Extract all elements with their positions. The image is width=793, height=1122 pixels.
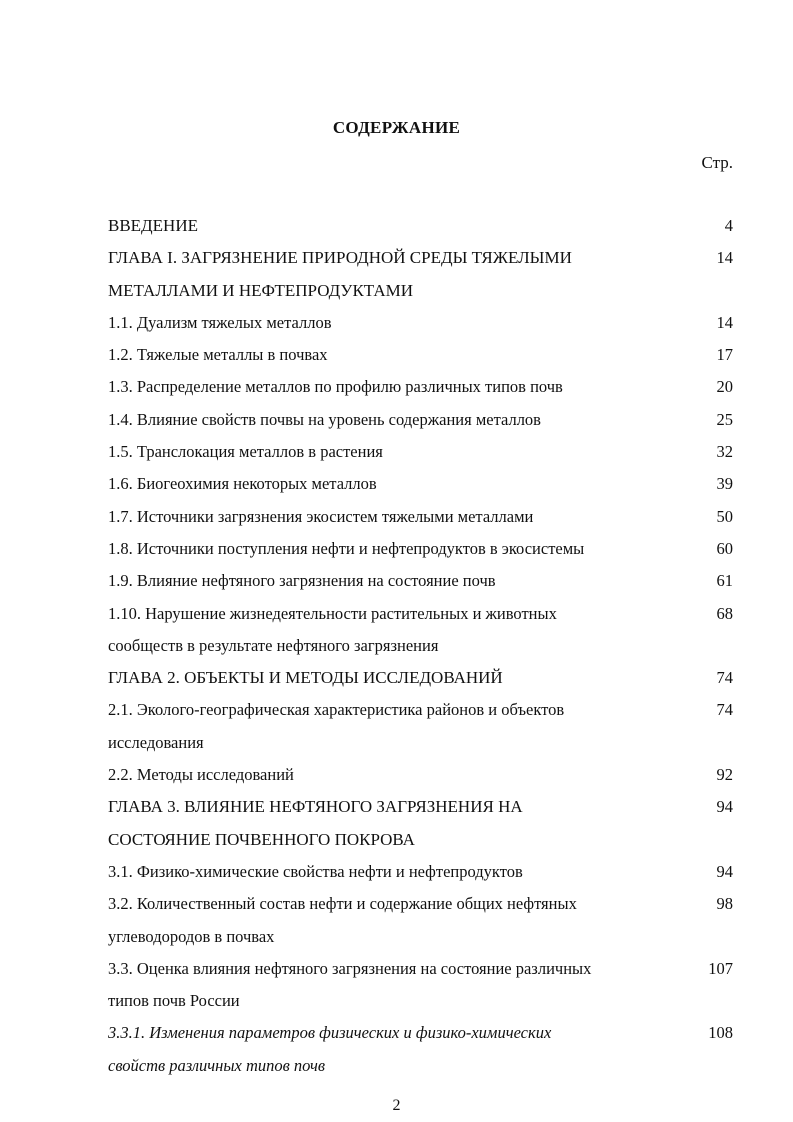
- toc-entry: [108, 791, 733, 856]
- toc-entry-line: углеводородов в почвах: [108, 926, 275, 946]
- toc-entry-page: 108: [708, 1023, 733, 1043]
- toc-entry-title: [108, 339, 693, 371]
- toc-entry-title: [108, 1017, 693, 1082]
- toc-entry: [108, 307, 733, 339]
- toc-entry: [108, 242, 733, 307]
- toc-entry-line: 1.6. Биогеохимия некоторых металлов: [108, 474, 377, 494]
- toc-entry-line: ВВЕДЕНИЕ: [108, 216, 198, 235]
- toc-entry-line: ГЛАВА I. ЗАГРЯЗНЕНИЕ ПРИРОДНОЙ СРЕДЫ ТЯЖЕЛЫМИ: [108, 248, 572, 268]
- toc-entry-title: [108, 856, 693, 888]
- toc-entry-page: 74: [716, 700, 733, 720]
- toc-entry-page: 4: [724, 216, 733, 235]
- toc-entry-page: 98: [716, 894, 733, 914]
- toc-entry: [108, 210, 733, 242]
- toc-entry: [108, 888, 733, 953]
- toc-entry-page: 32: [716, 442, 733, 462]
- toc-entry-line: ГЛАВА 3. ВЛИЯНИЕ НЕФТЯНОГО ЗАГРЯЗНЕНИЯ НА: [108, 797, 523, 817]
- toc-entry-page: 68: [716, 603, 733, 623]
- toc-entry-title: [108, 694, 693, 759]
- toc-entry-title: [108, 953, 693, 1018]
- toc-entry-line: 3.1. Физико-химические свойства нефти и нефтепродуктов: [108, 861, 523, 881]
- toc-entry-line: 3.2. Количественный состав нефти и содержание общих нефтяных: [108, 894, 577, 914]
- toc-entry-page: 92: [716, 765, 733, 785]
- toc-entry-page: 107: [708, 958, 733, 978]
- toc-entry-line: 2.1. Эколого-географическая характеристика районов и объектов: [108, 700, 565, 720]
- toc-entry: [108, 565, 733, 597]
- toc-entry: [108, 953, 733, 1018]
- toc-entry-title: [108, 501, 693, 533]
- toc-entry-title: [108, 468, 693, 500]
- toc-entry-line: 3.3.1. Изменения параметров физических и физико-химических: [108, 1023, 552, 1043]
- toc-entry: [108, 533, 733, 565]
- toc-entry-line: 1.9. Влияние нефтяного загрязнения на состояние почв: [108, 571, 496, 591]
- toc-entry-page: 60: [716, 538, 733, 558]
- toc-entry-line: ГЛАВА 2. ОБЪЕКТЫ И МЕТОДЫ ИССЛЕДОВАНИЙ: [108, 668, 503, 688]
- toc-entry: [108, 694, 733, 759]
- toc-entry-line: типов почв России: [108, 991, 240, 1011]
- toc-entry-line: МЕТАЛЛАМИ И НЕФТЕПРОДУКТАМИ: [108, 280, 414, 300]
- toc-entry-line: 1.2. Тяжелые металлы в почвах: [108, 345, 328, 365]
- page-column-label: Стр.: [701, 153, 733, 172]
- toc-entry-title: [108, 371, 693, 403]
- toc-entry: [108, 598, 733, 663]
- toc-entry-page: 25: [716, 409, 733, 429]
- toc-entry-line: 3.3. Оценка влияния нефтяного загрязнения на состояние различных: [108, 958, 592, 978]
- toc-entry-line: сообществ в результате нефтяного загрязнения: [108, 635, 439, 655]
- toc-entry-page: 20: [716, 377, 733, 397]
- toc-entry-line: 1.10. Нарушение жизнедеятельности растительных и животных: [108, 603, 557, 623]
- toc-entry-line: свойств различных типов почв: [108, 1055, 326, 1075]
- toc-entry-page: 94: [716, 797, 733, 817]
- toc-entry: [108, 856, 733, 888]
- toc-entry-title: [108, 210, 693, 242]
- toc-entry-line: 1.8. Источники поступления нефти и нефтепродуктов в экосистемы: [108, 538, 585, 558]
- toc-entry-title: [108, 565, 693, 597]
- toc-entry: [108, 371, 733, 403]
- toc-entry-page: 74: [716, 668, 733, 688]
- toc-entry-title: [108, 404, 693, 436]
- toc-entry-line: 1.4. Влияние свойств почвы на уровень содержания металлов: [108, 409, 541, 429]
- toc-entry-title: [108, 888, 693, 953]
- toc-entry-line: 1.1. Дуализм тяжелых металлов: [108, 312, 332, 332]
- toc-entry: [108, 501, 733, 533]
- toc-entry-title: [108, 759, 693, 791]
- table-of-contents: [108, 210, 733, 1082]
- toc-entry-page: 94: [716, 861, 733, 881]
- toc-entry-title: [108, 662, 693, 694]
- toc-entry-line: 1.5. Транслокация металлов в растения: [108, 442, 383, 462]
- toc-title: СОДЕРЖАНИЕ: [332, 118, 461, 137]
- toc-entry-title: [108, 533, 693, 565]
- toc-entry-line: 1.7. Источники загрязнения экосистем тяжелыми металлами: [108, 506, 534, 526]
- toc-entry-page: 39: [716, 474, 733, 494]
- toc-entry: [108, 468, 733, 500]
- toc-entry-page: 61: [716, 571, 733, 591]
- toc-entry-page: 50: [716, 506, 733, 526]
- toc-entry: [108, 436, 733, 468]
- toc-entry-title: [108, 242, 693, 307]
- toc-entry-page: 14: [716, 312, 733, 332]
- toc-entry-line: СОСТОЯНИЕ ПОЧВЕННОГО ПОКРОВА: [108, 829, 415, 849]
- toc-entry: [108, 404, 733, 436]
- toc-entry: [108, 1017, 733, 1082]
- toc-entry-title: [108, 436, 693, 468]
- toc-entry: [108, 759, 733, 791]
- toc-entry: [108, 339, 733, 371]
- toc-entry-page: 14: [716, 248, 733, 268]
- toc-entry-line: 1.3. Распределение металлов по профилю различных типов почв: [108, 377, 563, 397]
- page-number: 2: [392, 1097, 401, 1114]
- toc-entry-title: [108, 598, 693, 663]
- toc-entry-title: [108, 307, 693, 339]
- toc-entry-line: исследования: [108, 732, 204, 752]
- toc-entry: [108, 662, 733, 694]
- toc-entry-title: [108, 791, 693, 856]
- toc-entry-page: 17: [716, 345, 733, 365]
- toc-entry-line: 2.2. Методы исследований: [108, 765, 294, 785]
